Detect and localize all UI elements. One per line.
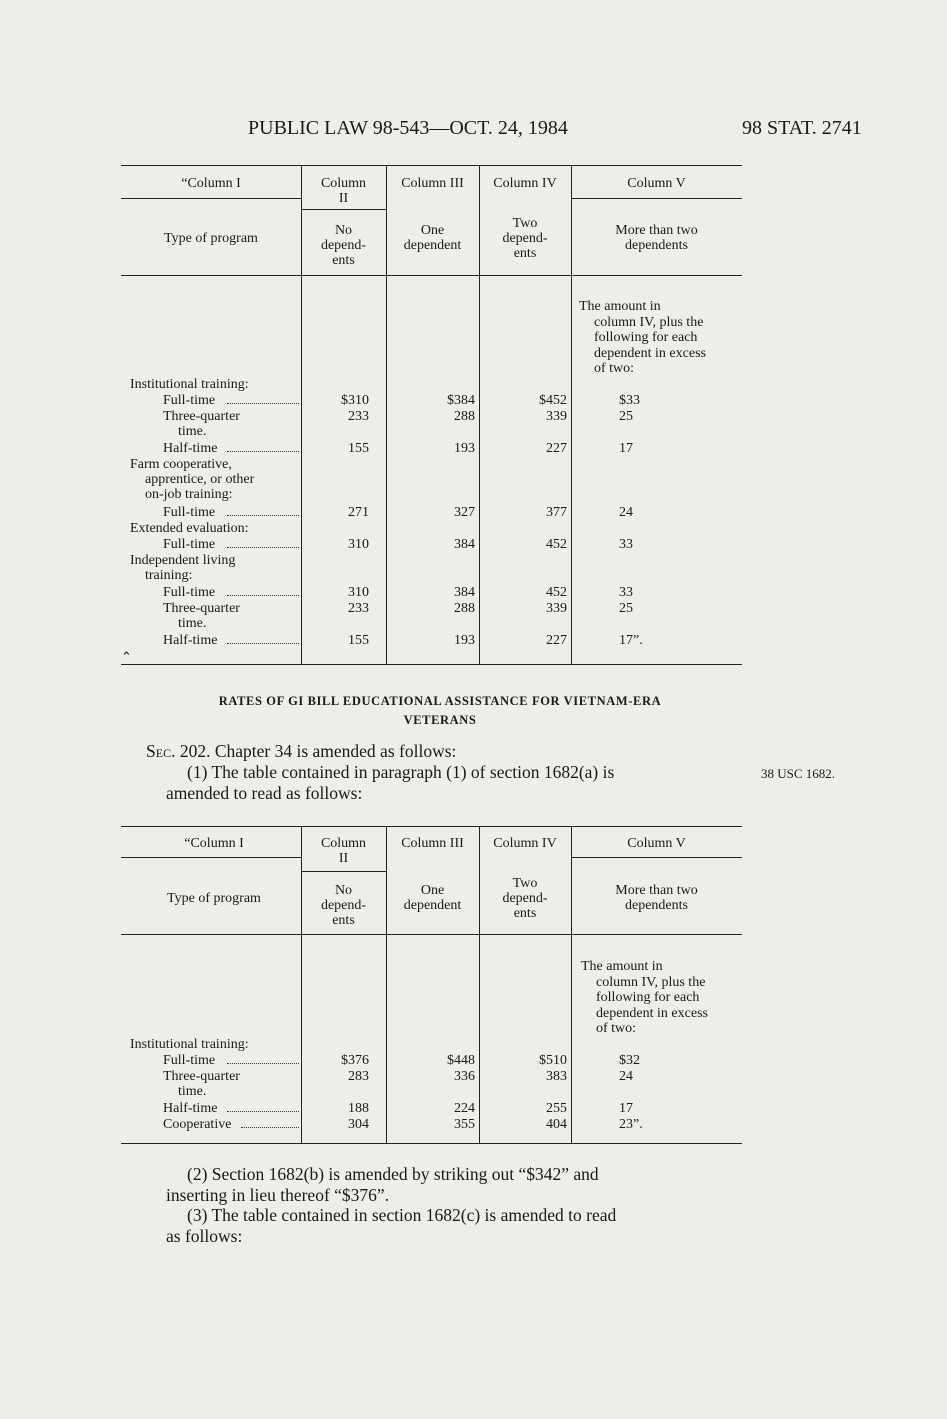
t2-col2-header-line2: II [338,851,349,866]
row-label [163,633,217,648]
table-row [121,1053,742,1069]
table-row [121,457,742,502]
col4-subheader [479,216,571,261]
row-label-label2: time. [178,616,207,631]
rates-table-1 [121,165,742,665]
cell-c4: 227 [546,441,567,456]
dot-leader [227,547,299,548]
cell-c2: 188 [348,1101,369,1116]
row-label-label2: time. [178,1084,207,1099]
col5-subheader [571,223,742,253]
cell-c2: 310 [348,585,369,600]
row-label-line1: Institutional training: [130,1037,249,1052]
row-label-line1: Three-quarter [163,409,240,424]
row-label [163,1117,231,1132]
col5-header: Column V [627,176,686,191]
col4-subheader-line1: Two [512,216,538,231]
col5-note-line1: The amount in [579,299,661,314]
cell-c4: 383 [546,1069,567,1084]
cell-c3: 288 [454,601,475,616]
rates-table-2 [121,826,742,1146]
cell-c3: 355 [454,1117,475,1132]
t2-col5-note-line2: column IV, plus the [596,974,706,990]
cell-c5: 25 [619,601,633,616]
table-row [121,377,742,393]
table1-end-mark: ⌃ [121,649,132,664]
row-section-label [130,553,235,583]
t2-col2-header [301,836,386,866]
cell-c2: 155 [348,441,369,456]
t2-col2-subheader-line3: ents [332,913,355,928]
table-row [121,409,742,439]
cell-c5: 24 [619,505,633,520]
cell-c3: 224 [454,1101,475,1116]
cell-c4: 377 [546,505,567,520]
cell-c5: $32 [619,1053,640,1068]
col2-header-line2: II [338,191,349,206]
table-row [121,537,742,553]
margin-citation: 38 USC 1682. [761,766,836,781]
t2-col4-subheader [479,876,571,921]
cell-c4: 404 [546,1117,567,1132]
sec202-intro [146,742,456,761]
para2-line2: inserting in lieu thereof “$376”. [166,1185,390,1205]
row-section-label [130,457,254,502]
t2-col2-subheader-line1: No [334,883,353,898]
table-row [121,1101,742,1117]
row-label [163,441,217,456]
cell-c4: $510 [539,1053,567,1068]
row-label-label2: time. [178,424,207,439]
row-label [163,393,215,408]
dot-leader [227,643,299,644]
t2-col5-subheader [571,883,742,913]
col2-subheader-line1: No [334,223,353,238]
cell-c2: 304 [348,1117,369,1132]
col2-header [301,176,386,206]
t2-col4-header: Column IV [493,836,557,851]
para2-line1: (2) Section 1682(b) is amended by striking out “$342” and [187,1164,599,1184]
row-label [163,505,215,520]
cell-c5: 24 [619,1069,633,1084]
cell-c3: 193 [454,633,475,648]
cell-c4: 339 [546,601,567,616]
sec202-text: . 202. Chapter 34 is amended as follows: [171,741,457,761]
col2-subheader-line2: depend- [320,238,367,253]
t2-col1-header: “Column I [184,836,244,851]
table-row [121,505,742,521]
cell-c2: 271 [348,505,369,520]
col1-subheader: Type of program [164,231,258,246]
dot-leader [227,451,299,452]
cell-c2: 283 [348,1069,369,1084]
row-label-label2: apprentice, or other [145,472,255,487]
row-label [163,601,240,631]
row-label-line1: Full-time [163,585,216,600]
cell-c5: 17 [619,1101,633,1116]
t2-col1-subheader: Type of program [167,891,261,906]
row-label-line1: Extended evaluation: [130,521,249,536]
cell-c5: 33 [619,537,633,552]
table-row [121,441,742,457]
table-row [121,1117,742,1133]
row-label-line1: Half-time [163,441,218,456]
t2-col5-note-line5: of two: [596,1021,637,1036]
col3-subheader-line2: dependent [403,238,462,253]
table-row [121,553,742,583]
dot-leader [227,595,299,596]
row-section-label [130,1037,249,1052]
col5-note-line3: following for each [594,330,698,345]
col5-subheader-line1: More than two [615,223,698,238]
cell-c5: 33 [619,585,633,600]
row-label-label2: training: [145,568,193,583]
para1-line1: (1) The table contained in paragraph (1) of section 1682(a) is [187,762,615,782]
cell-c4: 255 [546,1101,567,1116]
cell-c5: 25 [619,409,633,424]
col1-header: “Column I [181,176,241,191]
t2-col4-subheader-line1: Two [512,876,538,891]
cell-c2: 155 [348,633,369,648]
cell-c3: 336 [454,1069,475,1084]
row-section-label [130,377,249,392]
cell-c5: 17”. [619,633,643,648]
col5-note-line2: column IV, plus the [594,314,704,330]
cell-c5: 17 [619,441,633,456]
cell-c4: 339 [546,409,567,424]
dot-leader [227,403,299,404]
t2-col4-subheader-line2: depend- [502,891,548,906]
col2-subheader-line3: ents [332,253,355,268]
dot-leader [227,515,299,516]
para3-line1: (3) The table contained in section 1682(c) is amended to read [187,1205,617,1225]
col4-subheader-line2: depend- [502,231,548,246]
dot-leader [227,1063,299,1064]
row-label [163,1053,215,1068]
section-heading-line1: RATES OF GI BILL EDUCATIONAL ASSISTANCE FOR VIETNAM-ERA [218,694,662,708]
table-row [121,585,742,601]
table-row [121,393,742,409]
row-label [163,1069,240,1099]
row-label [163,409,240,439]
cell-c3: 193 [454,441,475,456]
row-label-line1: Independent living [130,553,236,568]
col2-header-line1: Column [320,176,367,191]
cell-c4: $452 [539,393,567,408]
t2-col5-note-line3: following for each [596,990,700,1005]
row-label [163,585,215,600]
col5-subheader-line2: dependents [625,238,688,253]
cell-c3: $384 [447,393,475,408]
row-label-line1: Full-time [163,537,216,552]
cell-c5: 23”. [619,1117,643,1132]
section-heading-line2: VETERANS [403,713,477,727]
row-label [163,1101,217,1116]
cell-c3: 384 [454,537,475,552]
table-row [121,521,742,537]
cell-c3: 288 [454,409,475,424]
cell-c4: 452 [546,585,567,600]
row-label-line1: Half-time [163,1101,218,1116]
cell-c5: $33 [619,393,640,408]
row-section-label [130,521,249,536]
t2-col3-header: Column III [401,836,464,851]
col3-subheader-line1: One [420,223,445,238]
cell-c2: 233 [348,601,369,616]
cell-c2: 310 [348,537,369,552]
dot-leader [241,1127,299,1128]
t2-col5-note [581,959,708,1037]
table-row [121,633,742,649]
t2-col5-header: Column V [627,836,686,851]
row-label-line1: Institutional training: [130,377,249,392]
row-label-line1: Full-time [163,505,216,520]
sec-label: Sec [146,741,172,761]
col3-subheader [386,223,479,253]
page-title: PUBLIC LAW 98-543—OCT. 24, 1984 [248,117,568,139]
col4-header: Column IV [493,176,557,191]
cell-c3: 327 [454,505,475,520]
col5-note-line4: dependent in excess [594,345,706,361]
row-label-line1: Half-time [163,633,218,648]
t2-col5-subheader-line1: More than two [615,883,698,898]
t2-col3-subheader-line2: dependent [403,898,462,913]
cell-c2: 233 [348,409,369,424]
col5-note [579,299,706,377]
col5-note-line5: of two: [594,361,635,376]
col3-header: Column III [401,176,464,191]
cell-c3: 384 [454,585,475,600]
table-row [121,1037,742,1053]
t2-col2-subheader [301,883,386,928]
t2-col2-subheader-line2: depend- [320,898,367,913]
row-label-line1: Cooperative [163,1117,232,1132]
para3-line2: as follows: [166,1226,243,1246]
cell-c4: 227 [546,633,567,648]
t2-col2-header-line1: Column [320,836,367,851]
table-row [121,601,742,631]
row-label-line1: Three-quarter [163,1069,240,1084]
cell-c2: $310 [341,393,369,408]
cell-c3: $448 [447,1053,475,1068]
row-label-line1: Full-time [163,1053,216,1068]
section-heading [160,692,720,730]
col2-subheader [301,223,386,268]
t2-col3-subheader [386,883,479,913]
row-label-line1: Three-quarter [163,601,240,616]
para1-line2: amended to read as follows: [166,783,363,803]
row-label-label3: on-job training: [145,487,233,502]
t2-col3-subheader-line1: One [420,883,445,898]
row-label-line1: Farm cooperative, [130,457,232,472]
col4-subheader-line3: ents [513,246,537,261]
t2-col5-note-line1: The amount in [581,959,663,974]
table-row [121,1069,742,1099]
t2-col5-subheader-line2: dependents [625,898,688,913]
cell-c2: $376 [341,1053,369,1068]
row-label [163,537,215,552]
t2-col4-subheader-line3: ents [513,906,537,921]
t2-col5-note-line4: dependent in excess [596,1005,708,1021]
cell-c4: 452 [546,537,567,552]
dot-leader [227,1111,299,1112]
statute-citation: 98 STAT. 2741 [742,117,862,139]
row-label-line1: Full-time [163,393,216,408]
